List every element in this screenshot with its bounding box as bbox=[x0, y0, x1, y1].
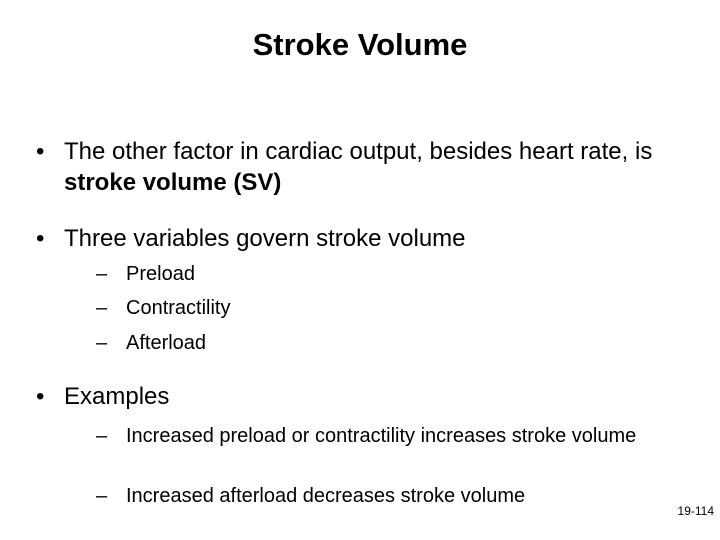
subitem-text: Preload bbox=[126, 263, 195, 285]
bullet-text: Three variables govern stroke volume bbox=[64, 225, 466, 252]
subitem-contractility bbox=[96, 296, 656, 320]
bullet-text: Examples bbox=[64, 383, 170, 410]
subitem-preload bbox=[96, 262, 656, 286]
bullet-examples bbox=[36, 381, 684, 412]
subitem-afterload bbox=[96, 331, 656, 355]
dash-marker: – bbox=[96, 332, 108, 354]
slide-title: Stroke Volume bbox=[252, 27, 468, 62]
bullet-marker: • bbox=[36, 383, 45, 410]
subitem-example-afterload bbox=[96, 484, 656, 508]
dash-marker: – bbox=[96, 297, 108, 319]
subitem-text: Afterload bbox=[126, 332, 207, 354]
bullet-three-variables bbox=[36, 223, 684, 254]
bullet-text bbox=[64, 136, 684, 198]
subitem-text: Contractility bbox=[126, 297, 231, 319]
bullet-marker: • bbox=[36, 138, 45, 165]
bullet-marker: • bbox=[36, 225, 45, 252]
bullet-text-plain: The other factor in cardiac output, besides heart rate, is bbox=[64, 138, 653, 165]
subitem-text: Increased preload or contractility increases stroke volume bbox=[126, 425, 637, 447]
slide-number: 19-114 bbox=[677, 504, 714, 518]
dash-marker: – bbox=[96, 263, 108, 285]
dash-marker: – bbox=[96, 485, 108, 507]
subitem-text: Increased afterload decreases stroke volume bbox=[126, 485, 526, 507]
bullet-text-bold: stroke volume (SV) bbox=[64, 169, 282, 196]
dash-marker: – bbox=[96, 425, 108, 447]
bullet-cardiac-output bbox=[36, 136, 684, 198]
subitem-example-preload bbox=[96, 424, 656, 448]
